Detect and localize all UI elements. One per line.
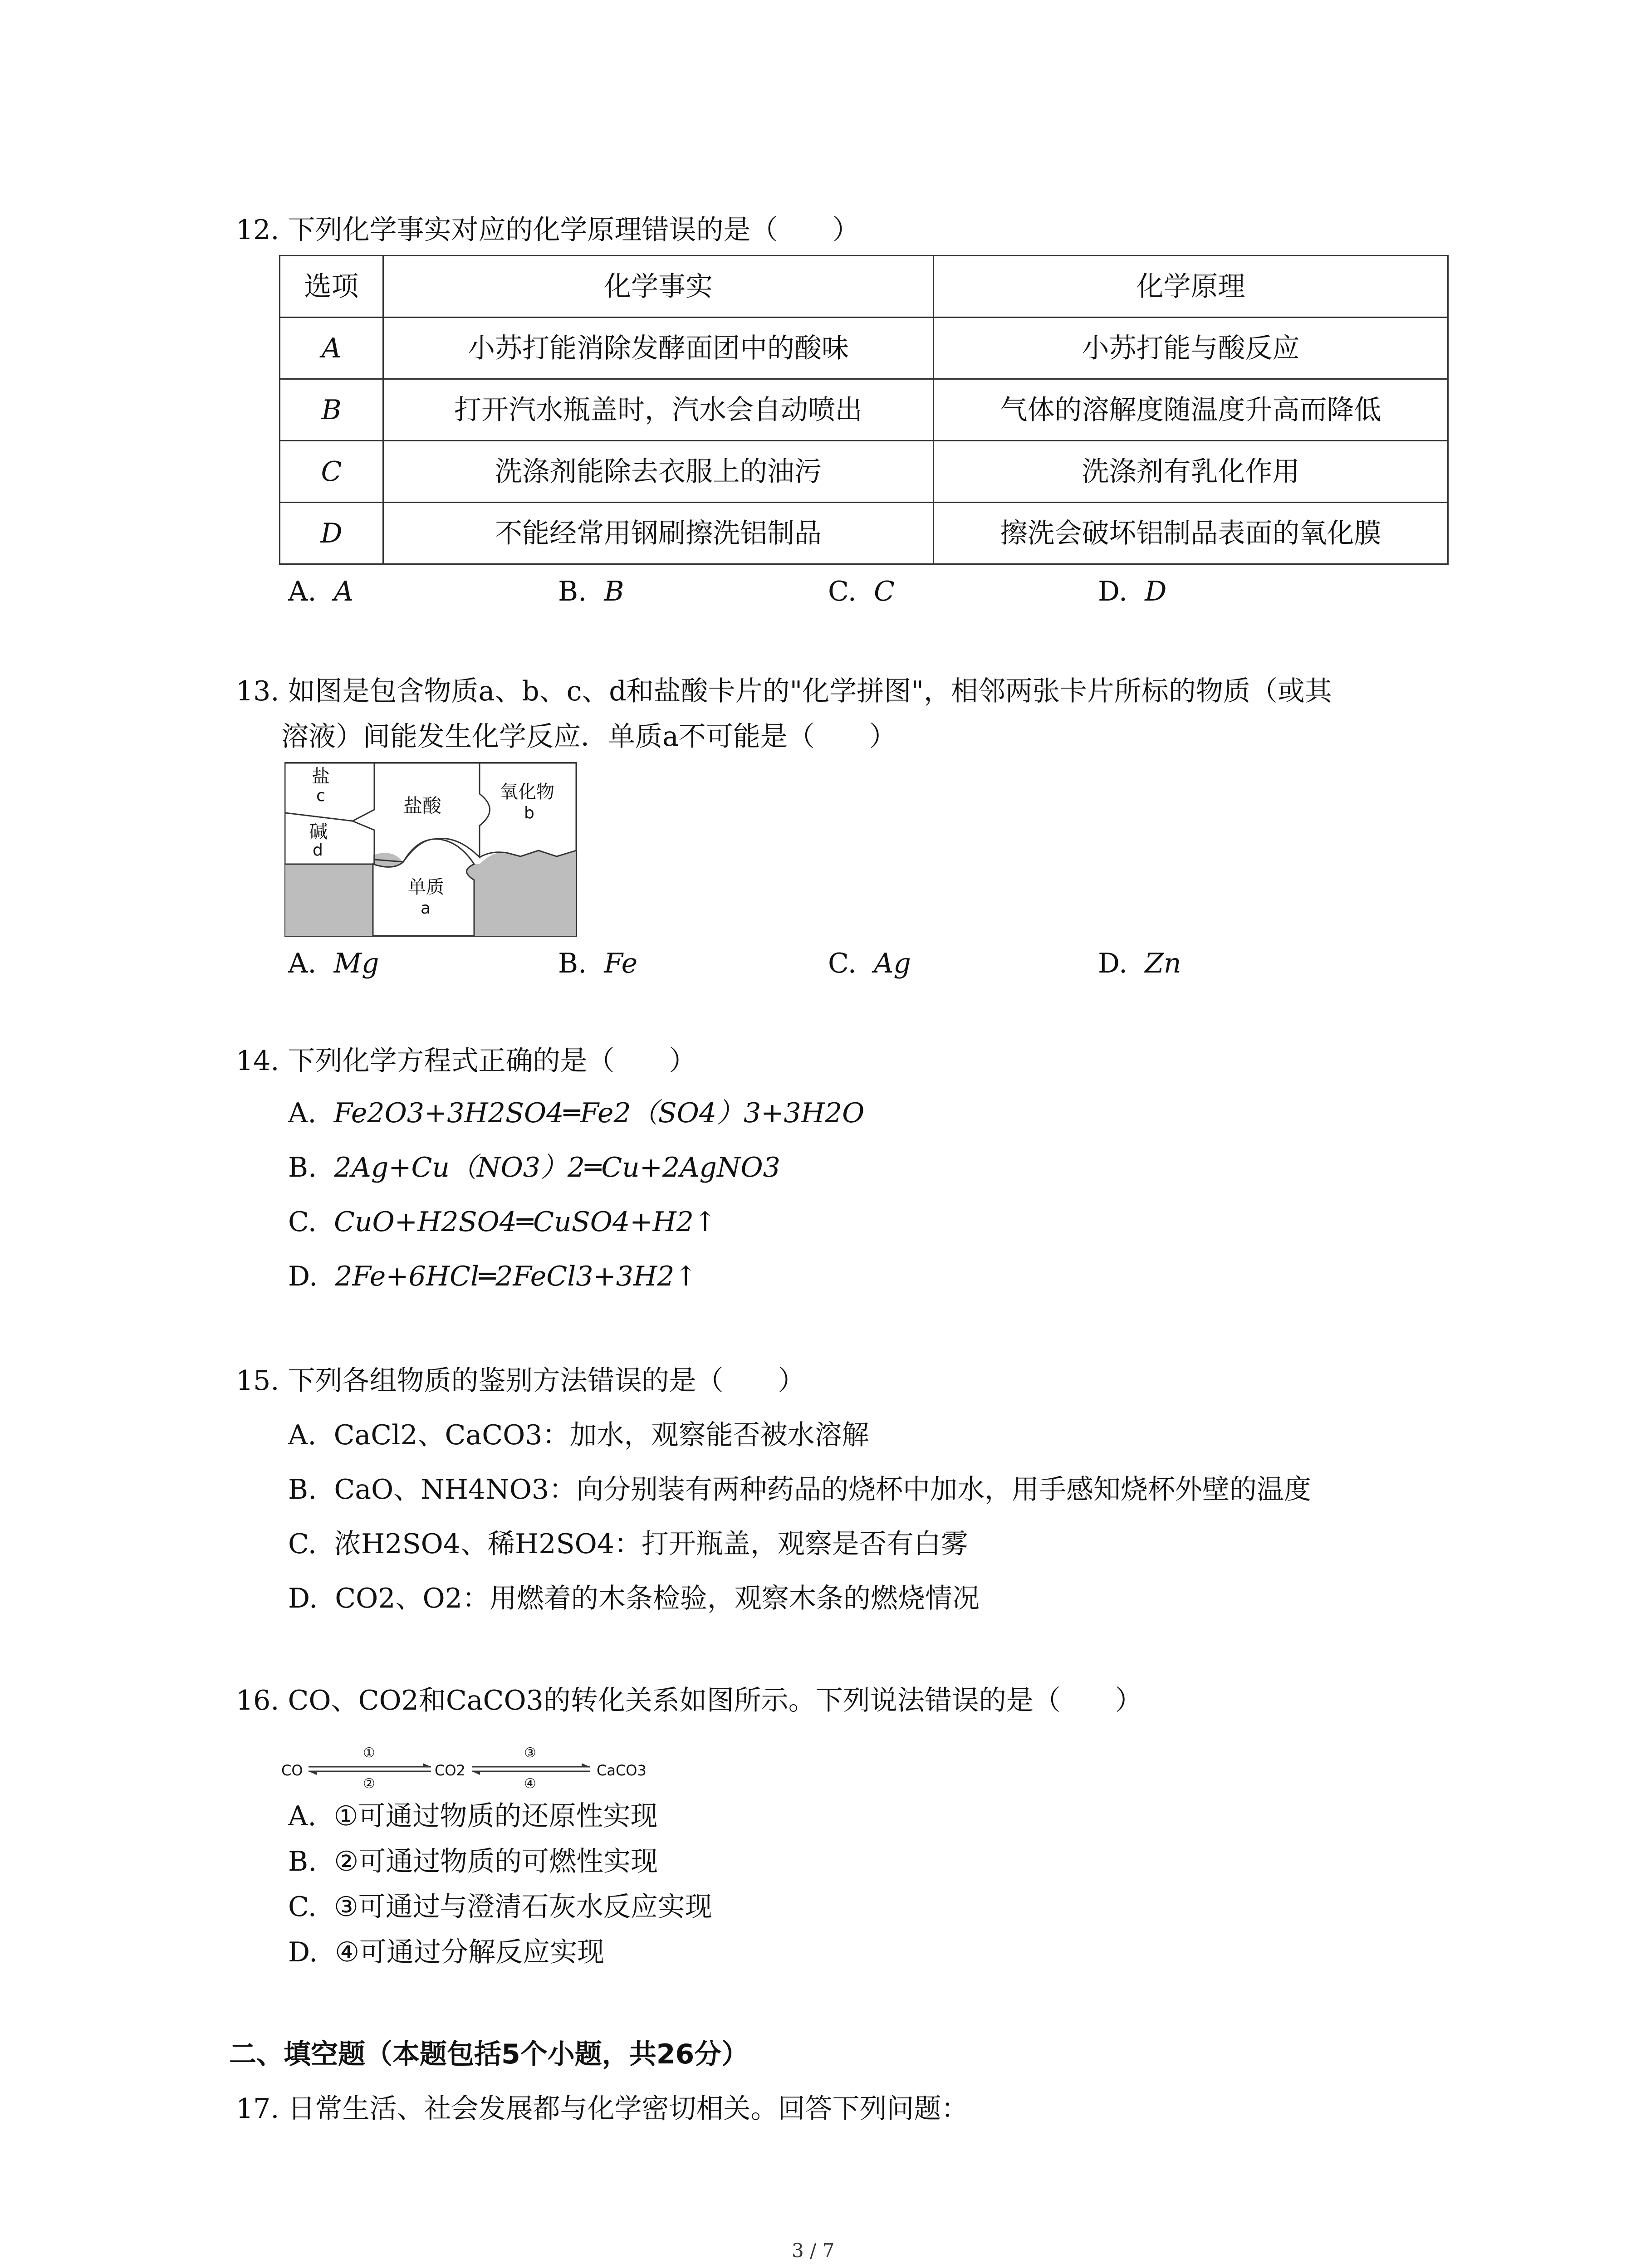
card-element-label: 单质: [408, 877, 444, 898]
chemistry-puzzle-figure: [284, 762, 577, 937]
diagram-label-2: ②: [363, 1776, 375, 1792]
q15-stem: 15. 下列各组物质的鉴别方法错误的是（ ）: [236, 1365, 805, 1397]
table-header-cell: 化学事实: [383, 256, 934, 318]
table-cell: 打开汽水瓶盖时，汽水会自动喷出: [383, 379, 934, 441]
q15-option-d[interactable]: D. CO2、O2：用燃着的木条检验，观察木条的燃烧情况: [288, 1583, 980, 1614]
q17-stem: 17. 日常生活、社会发展都与化学密切相关。回答下列问题：: [236, 2093, 969, 2125]
q14-stem: 14. 下列化学方程式正确的是（ ）: [236, 1045, 696, 1077]
card-oxide-label: 氧化物: [500, 782, 554, 802]
q12-stem: 12. 下列化学事实对应的化学原理错误的是（ ）: [236, 214, 860, 246]
q14-option-d[interactable]: D. 2Fe+6HCl═2FeCl3+3H2↑: [288, 1261, 697, 1292]
q16-option-b[interactable]: B. ②可通过物质的可燃性实现: [288, 1846, 658, 1877]
q12-option-d[interactable]: D. D: [1098, 576, 1167, 607]
q14-option-a[interactable]: A. Fe2O3+3H2SO4═Fe2（SO4）3+3H2O: [288, 1097, 865, 1129]
q12-table: [279, 255, 1449, 565]
table-row: [280, 503, 1448, 564]
q13-option-c[interactable]: C. Ag: [828, 948, 911, 979]
table-cell: 不能经常用钢刷擦洗铝制品: [383, 503, 934, 564]
diagram-label-4: ④: [524, 1776, 536, 1792]
q13-stem-line2: 溶液）间能发生化学反应．单质a不可能是（ ）: [281, 721, 896, 753]
table-header-cell: 化学原理: [934, 256, 1448, 318]
q12-option-a[interactable]: A. A: [288, 576, 353, 607]
q12-option-b[interactable]: B. B: [558, 576, 624, 607]
diagram-label-3: ③: [524, 1745, 536, 1761]
table-cell: A: [280, 318, 383, 379]
diagram-caco3: CaCO3: [597, 1762, 647, 1779]
table-row: [280, 379, 1448, 441]
table-cell: 擦洗会破坏铝制品表面的氧化膜: [934, 503, 1448, 564]
q12-option-c[interactable]: C. C: [828, 576, 895, 607]
table-row: [280, 441, 1448, 503]
q14-option-b[interactable]: B. 2Ag+Cu（NO3）2═Cu+2AgNO3: [288, 1152, 780, 1183]
card-salt-label: 盐: [312, 766, 330, 787]
q14-option-c[interactable]: C. CuO+H2SO4═CuSO4+H2↑: [288, 1206, 717, 1238]
q13-option-a[interactable]: A. Mg: [288, 948, 379, 979]
table-cell: 洗涤剂有乳化作用: [934, 441, 1448, 503]
table-cell: D: [280, 503, 383, 564]
card-element-letter: a: [421, 899, 431, 918]
q16-option-d[interactable]: D. ④可通过分解反应实现: [288, 1936, 604, 1968]
q15-option-a[interactable]: A. CaCl2、CaCO3：加水，观察能否被水溶解: [288, 1419, 869, 1451]
card-salt-letter: c: [316, 787, 325, 805]
table-cell: 小苏打能与酸反应: [934, 318, 1448, 379]
q13-option-b[interactable]: B. Fe: [558, 948, 638, 979]
table-cell: 气体的溶解度随温度升高而降低: [934, 379, 1448, 441]
q16-option-a[interactable]: A. ①可通过物质的还原性实现: [288, 1800, 658, 1832]
table-cell: B: [280, 379, 383, 441]
card-hcl-label: 盐酸: [403, 795, 442, 817]
diagram-label-1: ①: [363, 1745, 375, 1761]
conversion-diagram: [281, 1744, 662, 1799]
table-cell: 小苏打能消除发酵面团中的酸味: [383, 318, 934, 379]
section-heading: 二、填空题（本题包括5个小题，共26分）: [229, 2038, 749, 2070]
table-header-cell: 选项: [280, 256, 383, 318]
table-header-row: [280, 256, 1448, 318]
card-base-label: 碱: [309, 821, 328, 842]
diagram-co: CO: [281, 1762, 303, 1779]
page-number: 3 / 7: [792, 2239, 835, 2262]
q15-option-c[interactable]: C. 浓H2SO4、稀H2SO4：打开瓶盖，观察是否有白雾: [288, 1528, 968, 1560]
card-base-letter: d: [313, 841, 323, 860]
q13-option-d[interactable]: D. Zn: [1098, 948, 1181, 979]
q16-option-c[interactable]: C. ③可通过与澄清石灰水反应实现: [288, 1891, 712, 1923]
q13-stem-line1: 13. 如图是包含物质a、b、c、d和盐酸卡片的"化学拼图"，相邻两张卡片所标的物质（或其: [236, 675, 1332, 707]
table-cell: 洗涤剂能除去衣服上的油污: [383, 441, 934, 503]
q15-option-b[interactable]: B. CaO、NH4NO3：向分别装有两种药品的烧杯中加水，用手感知烧杯外壁的温度: [288, 1474, 1312, 1505]
diagram-co2: CO2: [435, 1762, 465, 1779]
table-row: [280, 318, 1448, 379]
card-oxide-letter: b: [524, 804, 534, 822]
table-cell: C: [280, 441, 383, 503]
q16-stem: 16. CO、CO2和CaCO3的转化关系如图所示。下列说法错误的是（ ）: [236, 1685, 1142, 1716]
